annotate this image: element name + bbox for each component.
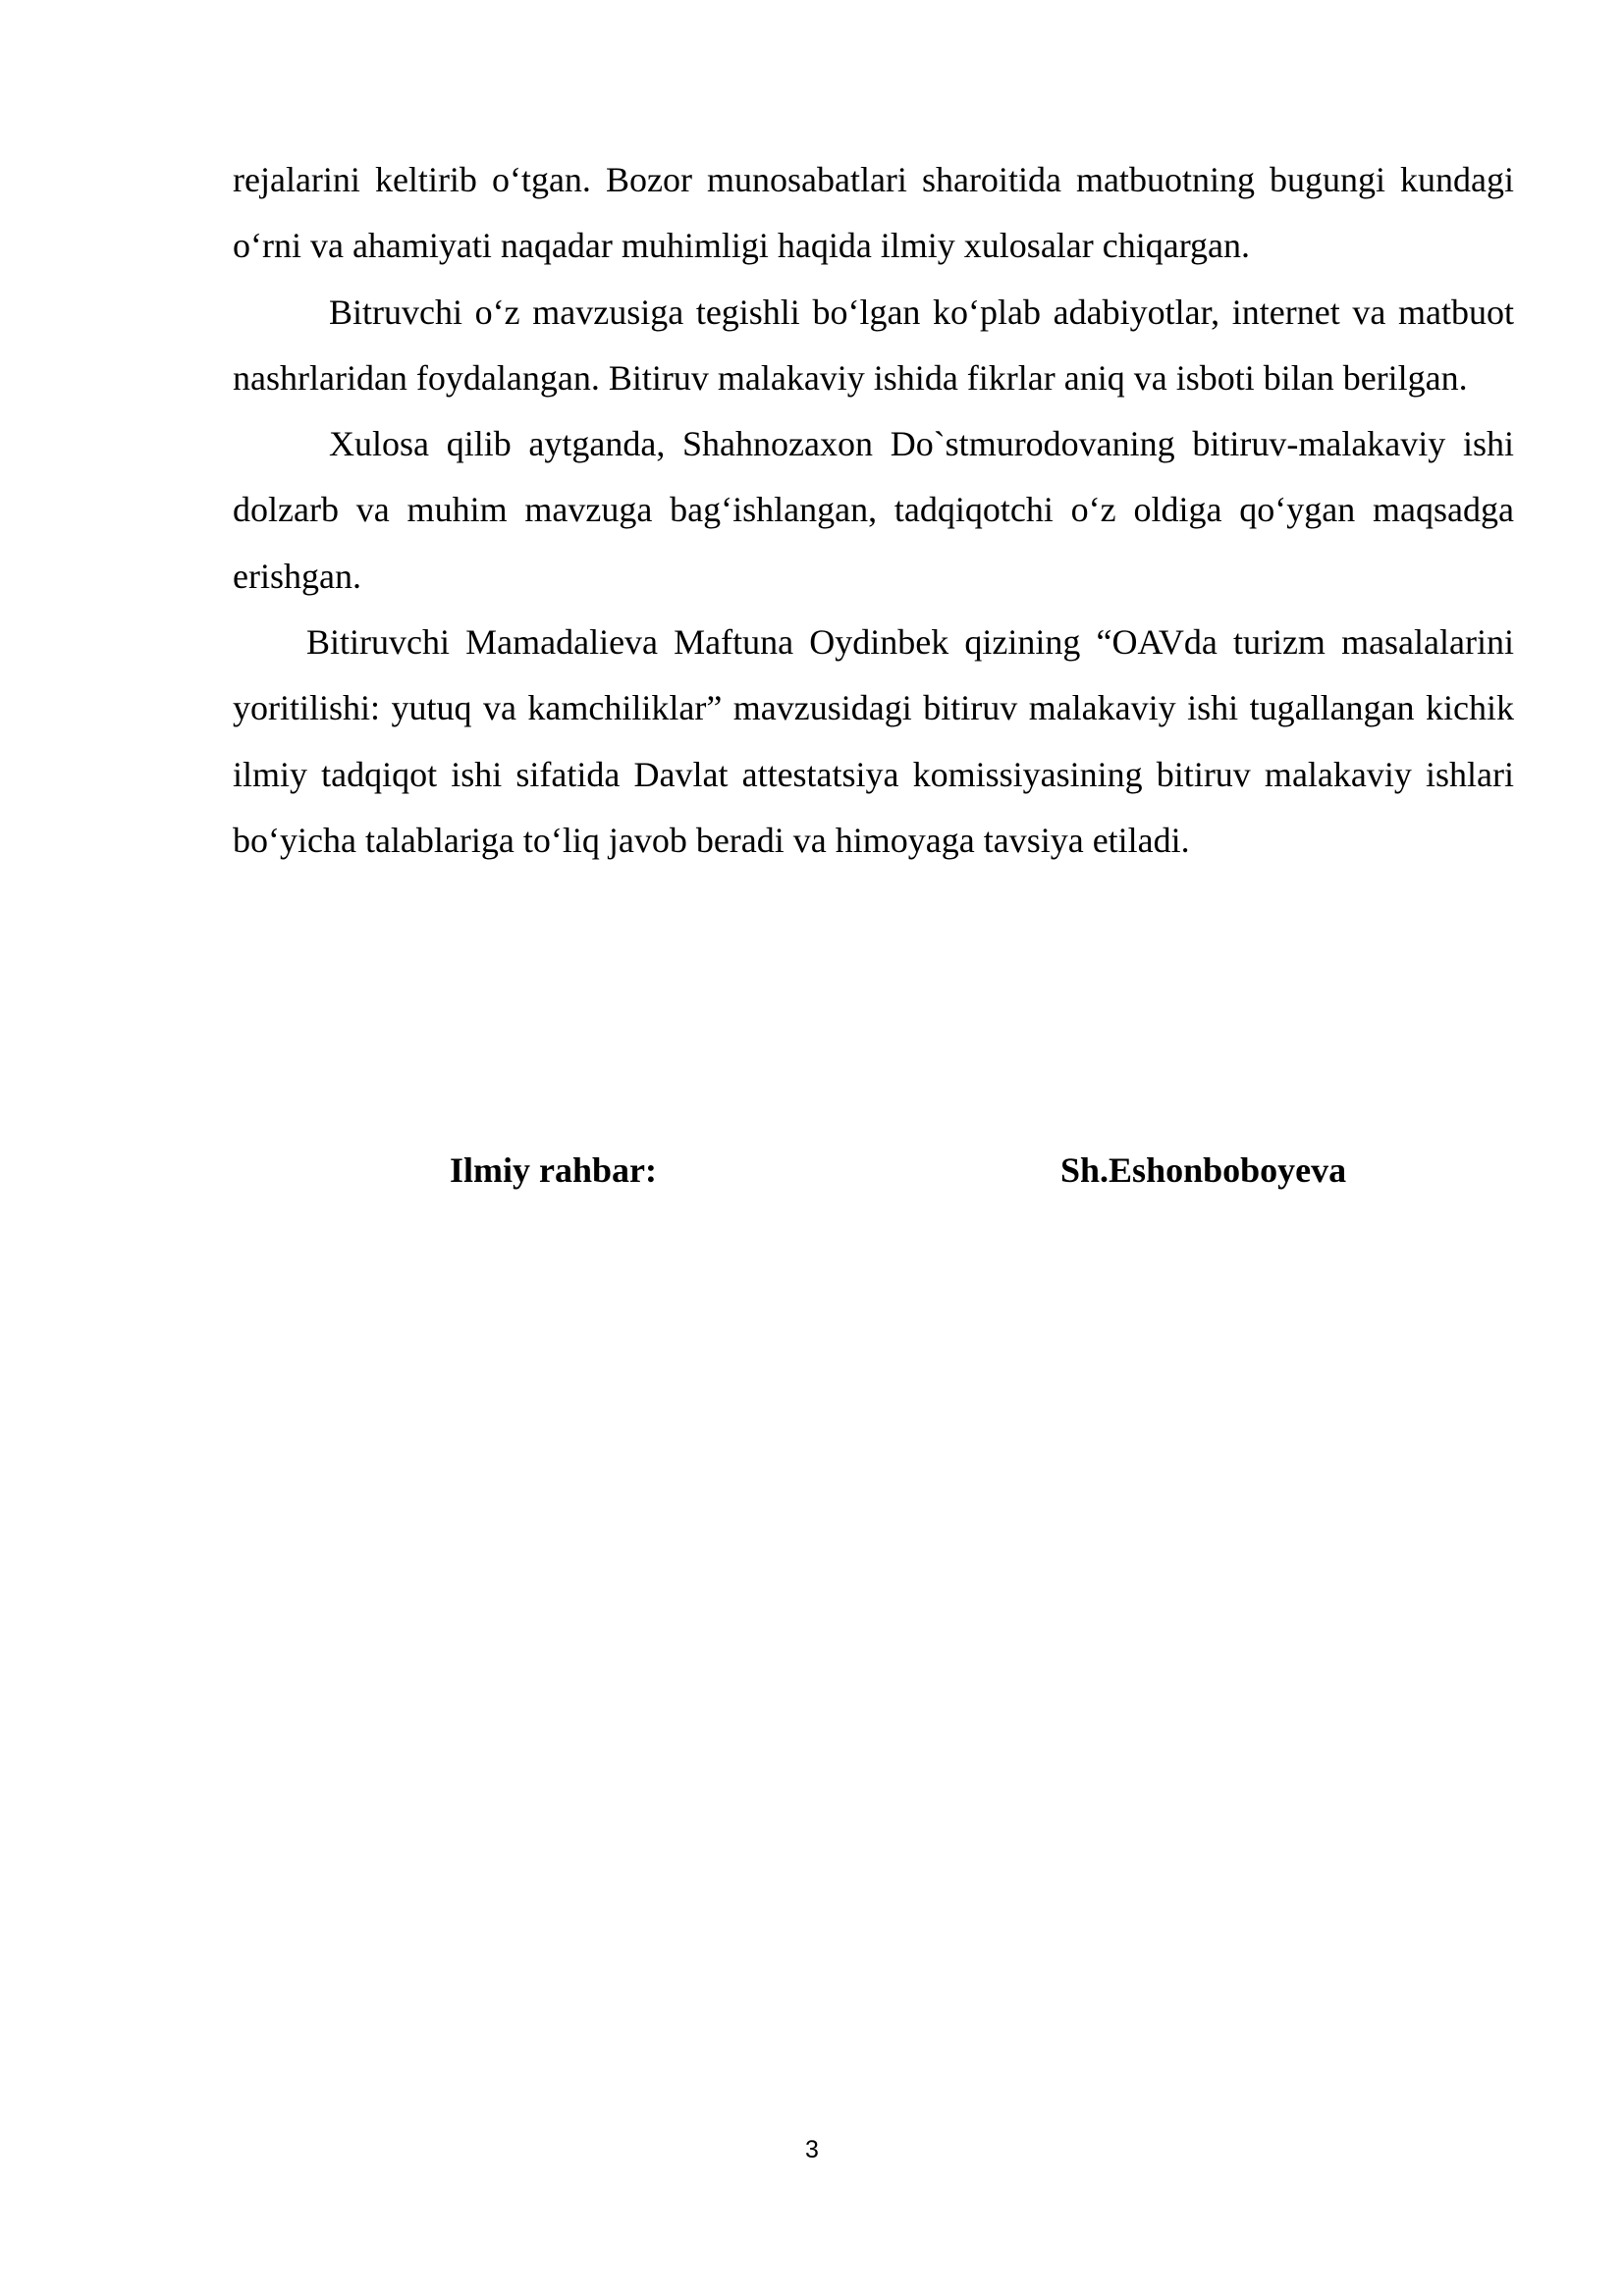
signature-block: [0, 1147, 1624, 1205]
paragraph-continuation: rejalarini keltirib o‘tgan. Bozor munosabatlari sharoitida matbuotning bugungi kundagi o‘rni va ahamiyati naqadar muhimligi haqida ilmiy xulosalar chiqargan.: [233, 160, 1514, 266]
body-text: [233, 147, 1514, 874]
paragraph-conclusion: Xulosa qilib aytganda, Shahnozaxon Do`stmurodovaning bitiruv-malakaviy ishi dolzarb va muhim mavzuga bag‘ishlangan, tadqiqotchi o‘z oldiga qo‘ygan maqsadga erishgan.: [233, 424, 1514, 596]
page-number: 3: [805, 2136, 819, 2163]
signature-role: Ilmiy rahbar:: [450, 1150, 657, 1190]
paragraph-sources: Bitruvchi o‘z mavzusiga tegishli bo‘lgan ko‘plab adabiyotlar, internet va matbuot nashrlaridan foydalangan. Bitiruv malakaviy ishida fikrlar aniq va isboti bilan berilgan.: [233, 292, 1514, 398]
signature-name: Sh.Eshonboboyeva: [1060, 1150, 1347, 1190]
paragraph-recommendation: Bitiruvchi Mamadalieva Maftuna Oydinbek qizining “OAVda turizm masalalarini yoritilishi: yutuq va kamchiliklar” mavzusidagi bitiruv malakaviy ishi tugallangan kichik ilmiy tadqiqot ishi sifatida Davlat attestatsiya komissiyasining bitiruv malakaviy ishlari bo‘yicha talablariga to‘liq javob beradi va himoyaga tavsiya etiladi.: [233, 622, 1514, 860]
